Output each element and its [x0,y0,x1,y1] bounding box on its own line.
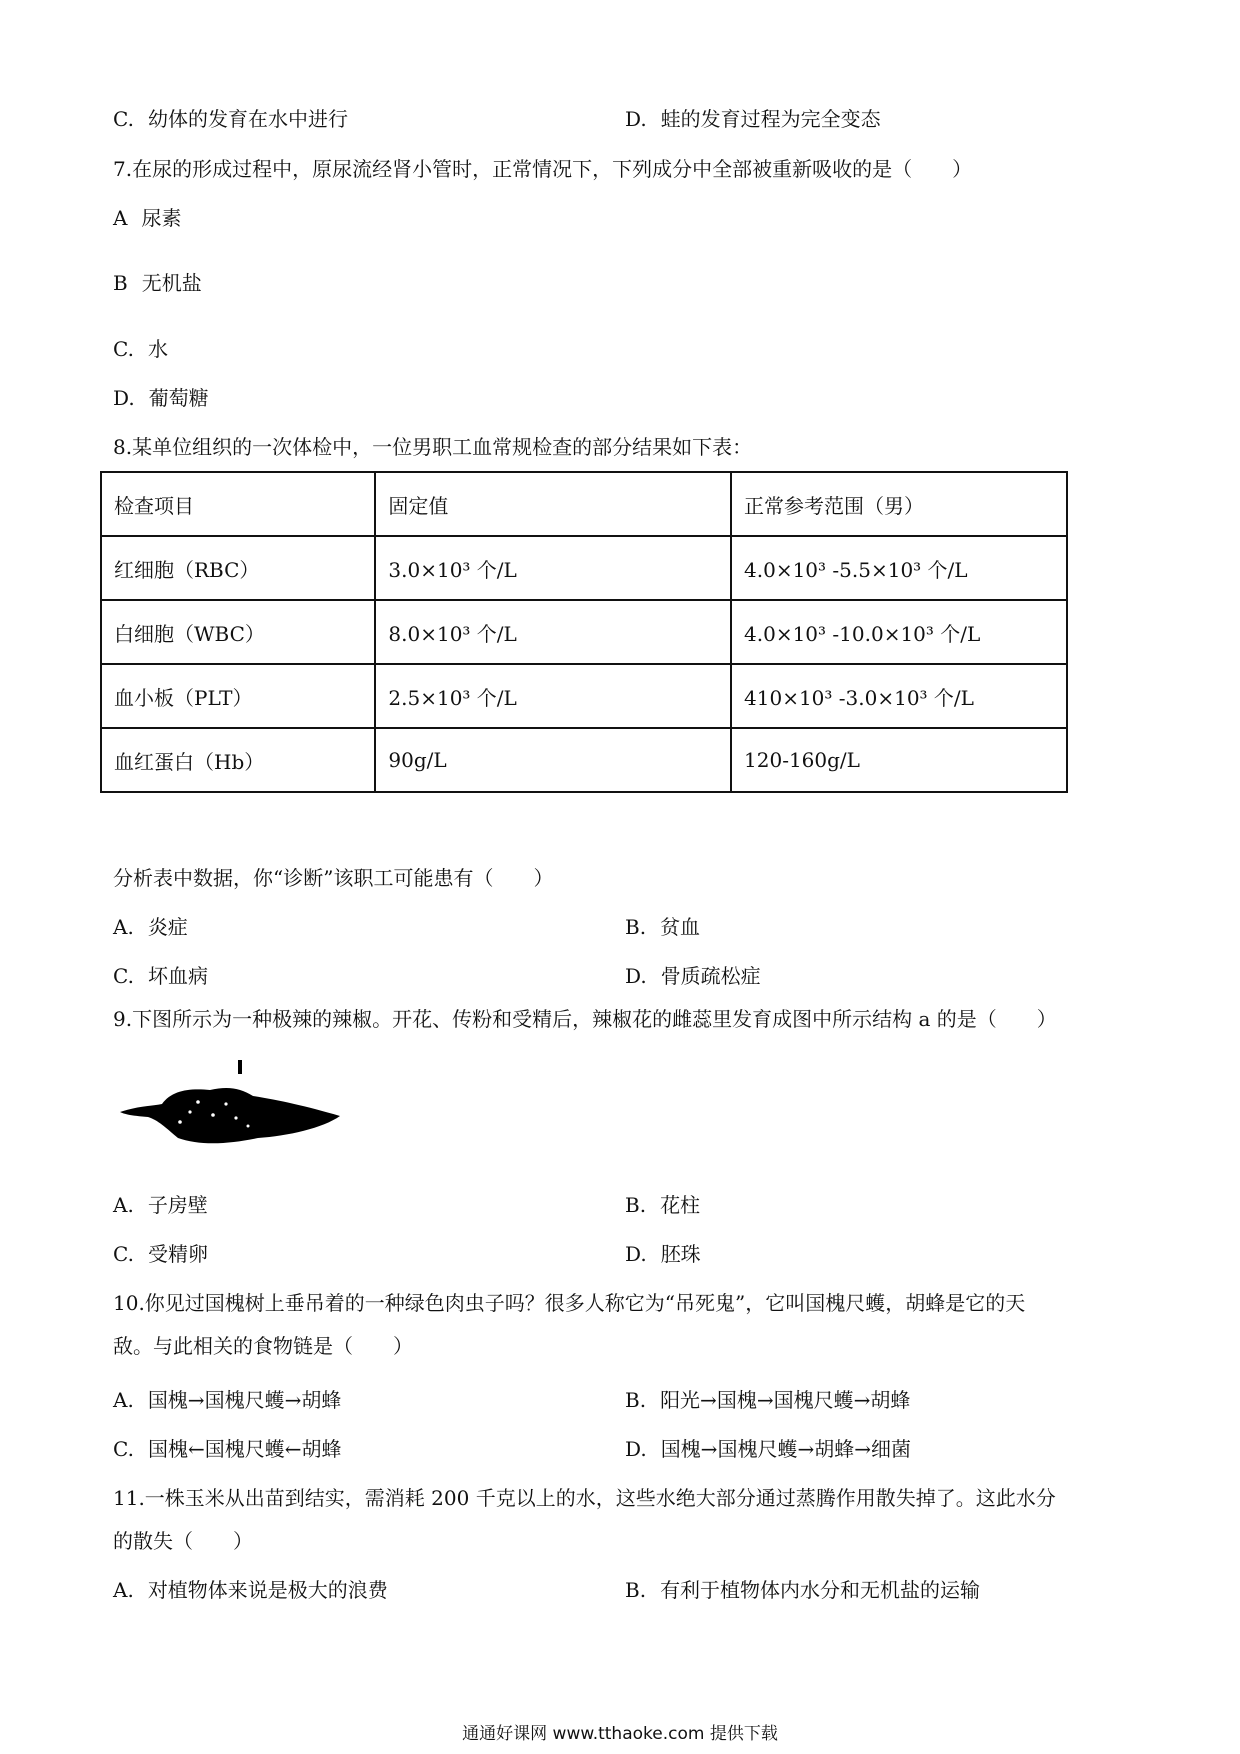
option-label: C. [113,337,134,361]
q8-option-c [113,964,208,988]
q10-stem-line2: 敌。与此相关的食物链是（ ） [113,1334,413,1358]
table-header-cell: 正常参考范围（男） [731,472,1067,536]
table-cell: 白细胞（WBC） [101,600,375,664]
option-label: D. [625,107,647,131]
q7-option-c [113,337,168,361]
table-row [101,600,1067,664]
q9-option-c [113,1242,208,1266]
option-label: B. [625,1193,647,1217]
table-cell: 4.0×10³ -5.5×10³ 个/L [731,536,1067,600]
q8-question: 分析表中数据，你“诊断”该职工可能患有（ ） [113,866,554,890]
q11-option-a [113,1578,388,1602]
q7-stem: 7.在尿的形成过程中，原尿流经肾小管时，正常情况下，下列成分中全部被重新吸收的是（ ） [113,157,973,181]
q7-option-a [113,206,181,230]
option-label: D. [625,1242,647,1266]
q10-stem-line1: 10.你见过国槐树上垂吊着的一种绿色肉虫子吗？很多人称它为“吊死鬼”，它叫国槐尺蠖，胡蜂是它的天 [113,1291,1026,1315]
q8-option-a [113,915,188,939]
option-text: 有利于植物体内水分和无机盐的运输 [660,1578,981,1602]
table-row [101,664,1067,728]
q9-option-b [625,1193,700,1217]
table-cell: 红细胞（RBC） [101,536,375,600]
q6-option-c [113,107,348,131]
q9-option-d [625,1242,701,1266]
option-text: 受精卵 [147,1242,208,1266]
option-label: B [113,271,128,295]
option-text: 坏血病 [147,964,208,988]
option-label: B. [625,915,647,939]
option-text: 贫血 [660,915,701,939]
q10-option-b [625,1388,910,1412]
q8-option-b [625,915,700,939]
q7-option-d [113,386,209,410]
option-label: A. [113,1388,134,1412]
q9-option-a [113,1193,208,1217]
table-cell: 120-160g/L [731,728,1067,792]
table-cell: 3.0×10³ 个/L [375,536,731,600]
q10-option-c [113,1437,341,1461]
table-header-cell: 固定值 [375,472,731,536]
option-label: C. [113,107,134,131]
q11-option-b [625,1578,980,1602]
q7-option-b [113,271,202,295]
chili-pepper-icon [118,1060,343,1155]
option-label: A. [113,915,134,939]
option-label: D. [625,964,647,988]
table-row [101,728,1067,792]
option-label: A [113,206,128,230]
table-cell: 血红蛋白（Hb） [101,728,375,792]
option-label: A. [113,1578,134,1602]
table-cell: 4.0×10³ -10.0×10³ 个/L [731,600,1067,664]
option-text: 阳光→国槐→国槐尺蠖→胡蜂 [660,1388,911,1412]
option-text: 水 [147,337,168,361]
table-cell: 2.5×10³ 个/L [375,664,731,728]
q6-option-d [625,107,881,131]
option-label: C. [113,964,134,988]
option-label: D. [113,386,135,410]
option-text: 胚珠 [660,1242,701,1266]
option-text: 国槐→国槐尺蠖→胡蜂 [147,1388,342,1412]
option-text: 无机盐 [141,271,202,295]
q11-stem-line2: 的散失（ ） [113,1529,253,1553]
q9-stem: 9.下图所示为一种极辣的辣椒。开花、传粉和受精后，辣椒花的雌蕊里发育成图中所示结构 a 的是（ ） [113,1007,1057,1031]
option-text: 国槐→国槐尺蠖→胡蜂→细菌 [660,1437,911,1461]
page-footer: 通通好课网 www.tthaoke.com 提供下载 [462,1724,778,1744]
option-text: 对植物体来说是极大的浪费 [147,1578,388,1602]
option-text: 葡萄糖 [148,386,209,410]
table-cell: 8.0×10³ 个/L [375,600,731,664]
table-cell: 410×10³ -3.0×10³ 个/L [731,664,1067,728]
option-text: 花柱 [660,1193,701,1217]
option-label: B. [625,1388,647,1412]
option-text: 骨质疏松症 [660,964,761,988]
q11-stem-line1: 11.一株玉米从出苗到结实，需消耗 200 千克以上的水，这些水绝大部分通过蒸腾作用散失掉了。这此水分 [113,1486,1056,1510]
option-text: 子房壁 [147,1193,208,1217]
option-text: 尿素 [141,206,182,230]
option-label: C. [113,1242,134,1266]
option-label: A. [113,1193,134,1217]
q10-option-a [113,1388,341,1412]
option-text: 炎症 [147,915,188,939]
q10-option-d [625,1437,911,1461]
option-text: 国槐←国槐尺蠖←胡蜂 [147,1437,342,1461]
table-header-cell: 检查项目 [101,472,375,536]
table-cell: 90g/L [375,728,731,792]
option-label: B. [625,1578,647,1602]
q8-stem: 8.某单位组织的一次体检中，一位男职工血常规检查的部分结果如下表： [113,435,753,459]
option-label: D. [625,1437,647,1461]
q8-option-d [625,964,761,988]
table-header-row [101,472,1067,536]
option-label: C. [113,1437,134,1461]
option-text: 幼体的发育在水中进行 [147,107,348,131]
table-cell: 血小板（PLT） [101,664,375,728]
blood-test-table [100,471,1068,793]
table-row [101,536,1067,600]
option-text: 蛙的发育过程为完全变态 [660,107,881,131]
